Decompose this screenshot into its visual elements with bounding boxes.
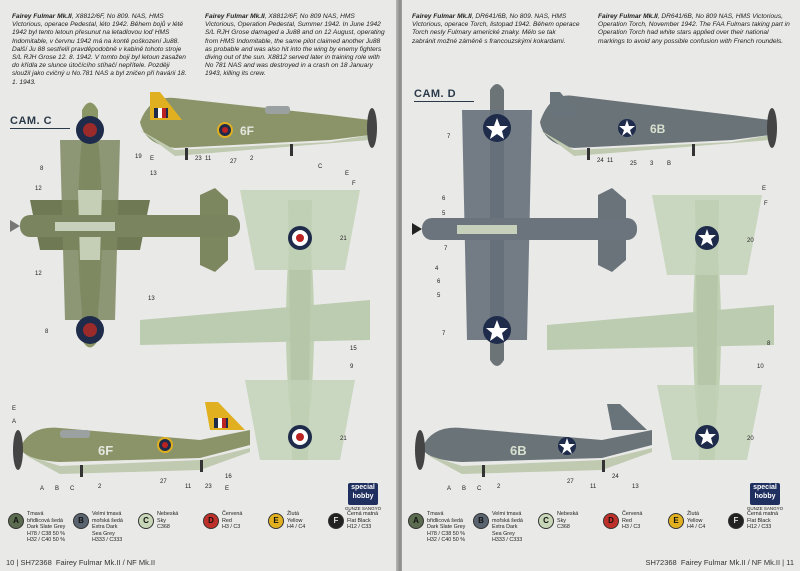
svg-text:13: 13	[632, 484, 639, 490]
svg-text:11: 11	[205, 156, 212, 162]
svg-text:12: 12	[35, 271, 42, 277]
svg-text:6: 6	[437, 279, 441, 285]
left-color-legend	[8, 511, 398, 549]
svg-text:7: 7	[447, 134, 451, 140]
side-view-lower	[13, 402, 250, 477]
svg-text:E: E	[12, 406, 17, 412]
left-footer: 10 | SH72368 Fairey Fulmar Mk.II / NF Mk.II	[6, 558, 156, 567]
left-description-czech: Fairey Fulmar Mk.II, X8812/6F, No 809. NAS, HMS Victorious, operace Pedestal, léto 1942. Během bojů v létě 1942 byl tento letoun přesunut na letadlovou loď HMS Indomitable, v červnu 1942 má na kontě poškození Ju88. Další Ju 88 sestřelil pravděpodobně v kabině tohoto stroje S/L RJH Grose 12. 8. 1942. V tomto boji byl letoun zasažen do křídla ze slunce útočícího stíhačí nepřítele. Později sloužil jako cvičný u No.781 NAS a byl zničen při havárii 18. 1. 1943.	[12, 13, 187, 86]
legend-swatch: A	[408, 513, 424, 529]
kit-code: SH72368	[20, 558, 52, 567]
legend-swatch: D	[603, 513, 619, 529]
svg-text:13: 13	[150, 171, 157, 177]
svg-text:2: 2	[497, 484, 501, 490]
legend-swatch: E	[668, 513, 684, 529]
svg-text:E: E	[762, 186, 767, 192]
special-hobby-logo: special hobby	[348, 483, 378, 505]
svg-text:E: E	[150, 156, 155, 162]
legend-swatch: F	[728, 513, 744, 529]
svg-text:F: F	[352, 181, 356, 187]
svg-text:5: 5	[437, 293, 441, 299]
svg-text:15: 15	[350, 346, 357, 352]
left-page	[0, 0, 398, 571]
legend-swatch: B	[473, 513, 489, 529]
cam-c-label: CAM. C	[10, 115, 53, 127]
legend-swatch: F	[328, 513, 344, 529]
svg-text:20: 20	[747, 436, 754, 442]
legend-item-e: E Žlutá Yellow H4 / C4	[668, 511, 738, 549]
legend-swatch: A	[8, 513, 24, 529]
svg-text:2: 2	[250, 156, 254, 162]
svg-text:2: 2	[98, 484, 102, 490]
svg-text:7: 7	[444, 246, 448, 252]
legend-item-a: A Tmavá břidlicová šedá Dark Slate Grey H78 / C38 50 % H32 / C40 50 %	[408, 511, 478, 549]
code-6b-upper: 6B	[650, 122, 666, 136]
right-description-czech: Fairey Fulmar Mk.II, DR641/6B, No 809. NAS, HMS Victorious, operace Torch, listopad 1942. Během operace Torch nesly Fulmary americké znaky. Mělo se tak zabránit možné záměně s francouzskými kokardami.	[412, 13, 580, 45]
svg-text:12: 12	[35, 186, 42, 192]
legend-item-d: D Červená Red H3 / C3	[603, 511, 673, 549]
svg-text:10: 10	[757, 364, 764, 370]
legend-item-f: F Černá matná Flat Black H12 / C33	[328, 511, 398, 549]
svg-text:A: A	[12, 419, 17, 425]
legend-item-e: E Žlutá Yellow H4 / C4	[268, 511, 338, 549]
legend-item-b: B Velmi tmavá mořská šedá Extra Dark Sea Grey H333 / C333	[473, 511, 543, 549]
gunze-label-right: GUNZE SANGYO	[746, 506, 784, 511]
kit-code: SH72368	[645, 558, 677, 567]
code-6b-lower: 6B	[510, 443, 527, 458]
side-view-upper-d	[540, 92, 777, 160]
svg-text:13: 13	[148, 296, 155, 302]
kit-title: Fairey Fulmar Mk.II / NF Mk.II	[680, 558, 781, 567]
legend-item-b: B Velmi tmavá mořská šedá Extra Dark Sea Grey H333 / C333	[73, 511, 143, 549]
cam-c-profiles	[0, 0, 398, 520]
svg-text:16: 16	[225, 474, 232, 480]
svg-text:B: B	[667, 161, 672, 167]
legend-swatch: D	[203, 513, 219, 529]
svg-text:21: 21	[340, 436, 347, 442]
kit-title: Fairey Fulmar Mk.II / NF Mk.II	[55, 558, 156, 567]
svg-text:8: 8	[45, 329, 49, 335]
svg-text:E: E	[345, 171, 350, 177]
svg-text:11: 11	[607, 158, 614, 164]
right-color-legend	[408, 511, 798, 549]
svg-text:C: C	[477, 486, 482, 492]
legend-item-a: A Tmavá břidlicová šedá Dark Slate Grey H78 / C38 50 % H32 / C40 50 %	[8, 511, 78, 549]
svg-text:27: 27	[230, 159, 237, 165]
svg-text:6: 6	[442, 196, 446, 202]
code-6f-lower: 6F	[98, 443, 114, 458]
legend-item-f: F Černá matná Flat Black H12 / C33	[728, 511, 798, 549]
svg-text:11: 11	[590, 484, 597, 490]
right-footer: SH72368 Fairey Fulmar Mk.II / NF Mk.II | 11	[645, 558, 794, 567]
svg-text:C: C	[70, 486, 75, 492]
svg-text:27: 27	[567, 479, 574, 485]
page-number: 10	[6, 558, 15, 567]
svg-text:C: C	[318, 164, 323, 170]
right-description-english: Fairey Fulmar Mk.II, DR641/6B, No 809 NAS, HMS Victorious, Operation Torch, November 1942. The FAA Fulmars taking part in Operation Torch had white stars applied over their national markings to avoid any possible confusion with French roundels.	[598, 13, 790, 45]
svg-text:B: B	[462, 486, 467, 492]
svg-text:9: 9	[350, 364, 354, 370]
svg-text:A: A	[40, 486, 45, 492]
svg-text:21: 21	[340, 236, 347, 242]
svg-text:4: 4	[435, 266, 439, 272]
svg-text:24: 24	[612, 474, 619, 480]
svg-text:B: B	[55, 486, 60, 492]
svg-text:F: F	[764, 201, 768, 207]
svg-text:E: E	[225, 486, 230, 492]
code-6f-upper: 6F	[240, 124, 255, 138]
side-view-lower-d	[415, 404, 652, 477]
svg-text:27: 27	[160, 479, 167, 485]
page-number: 11	[786, 558, 794, 567]
legend-swatch: C	[538, 513, 554, 529]
svg-text:3: 3	[650, 161, 654, 167]
svg-text:23: 23	[195, 156, 202, 162]
svg-text:7: 7	[442, 331, 446, 337]
legend-swatch: C	[138, 513, 154, 529]
svg-text:A: A	[447, 486, 452, 492]
legend-swatch: B	[73, 513, 89, 529]
svg-text:11: 11	[185, 484, 192, 490]
svg-text:20: 20	[747, 238, 754, 244]
svg-text:25: 25	[630, 161, 637, 167]
svg-text:24: 24	[597, 158, 604, 164]
cam-d-profiles	[402, 0, 800, 520]
legend-item-c: C Nebeská Sky C368	[538, 511, 608, 549]
legend-item-c: C Nebeská Sky C368	[138, 511, 208, 549]
legend-swatch: E	[268, 513, 284, 529]
left-description-english: Fairey Fulmar Mk.II, X8812/6F, No 809 NAS, HMS Victorious, Operation Pedestal, Summer 1942. In June 1942 S/L RJH Grose damaged a Ju88 and on 12 August, operating from HMS Indomitable, the same pilot claimed another Ju88 as probable and was also hit into the wing by enemy fighters diving out of the sun. X8812 served later in training role with No 781 NAS and was destroyed in a crash on 18 January 1943, killing its crew.	[205, 13, 385, 78]
special-hobby-logo-right: special hobby	[750, 483, 780, 505]
cam-d-label: CAM. D	[414, 88, 457, 100]
right-page	[402, 0, 800, 571]
legend-item-d: D Červená Red H3 / C3	[203, 511, 273, 549]
gunze-label: GUNZE SANGYO	[344, 506, 382, 511]
side-view-upper	[140, 92, 377, 160]
svg-text:5: 5	[442, 211, 446, 217]
svg-text:8: 8	[40, 166, 44, 172]
svg-text:8: 8	[767, 341, 771, 347]
svg-text:23: 23	[205, 484, 212, 490]
svg-text:19: 19	[135, 154, 142, 160]
